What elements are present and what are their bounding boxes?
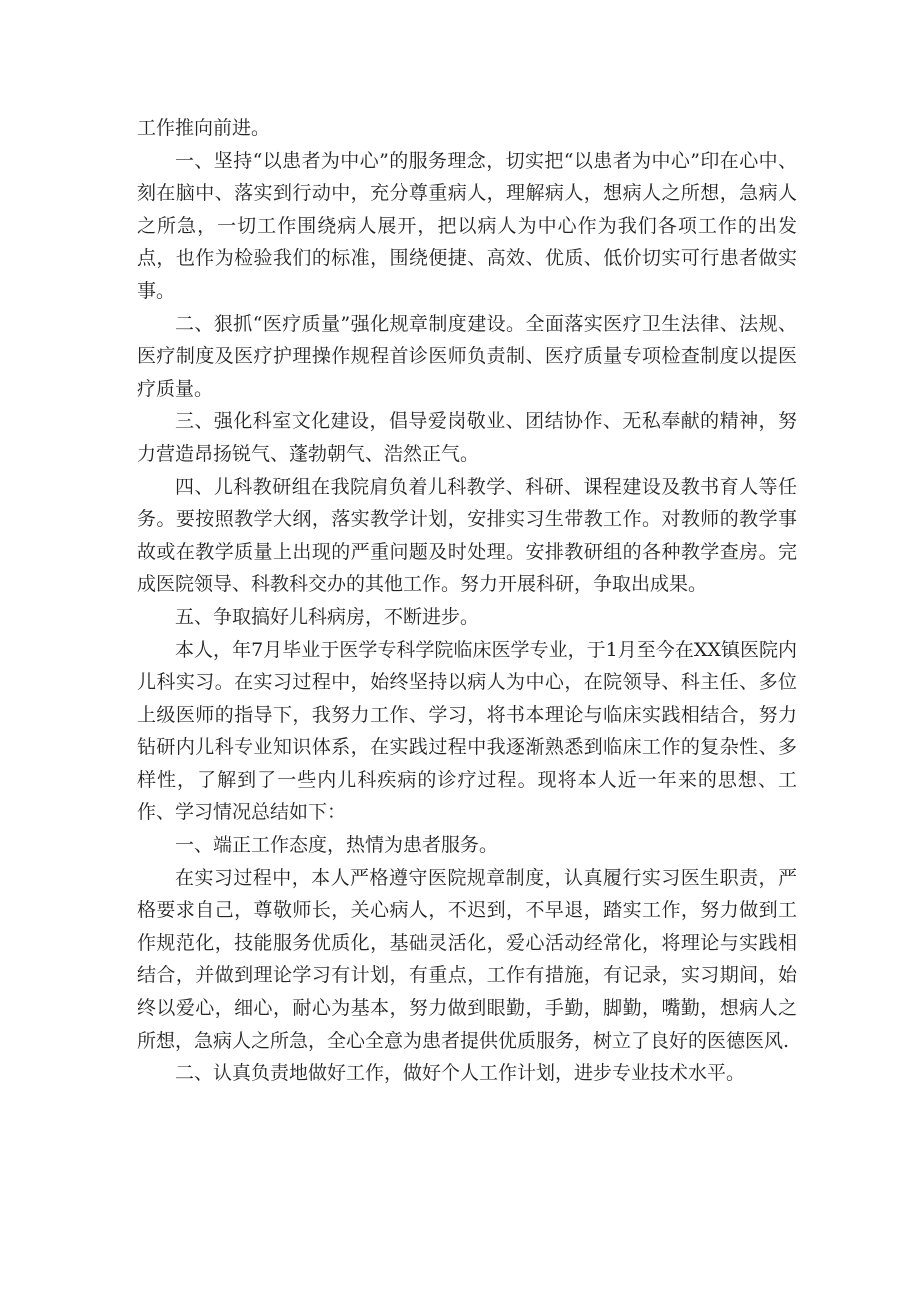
paragraph-patient-centered: 一、坚持“以患者为中心”的服务理念，切实把“以患者为中心”印在心中、刻在脑中、落实到行动中，充分尊重病人，理解病人，想病人之所想，急病人之所急，一切工作围绕病人展开，把以病人为中心作为我们各项工作的出发点，也作为检验我们的标准，围绕便捷、高效、优质、低价切实可行患者做实事。 [137,149,797,302]
paragraph-pediatric-ward: 五、争取搞好儿科病房，不断进步。 [175,605,480,628]
document-body [137,112,797,1090]
paragraph-department-culture: 三、强化科室文化建设，倡导爱岗敬业、团结协作、无私奉献的精神，努力营造昂扬锐气、蓬勃朝气、浩然正气。 [137,410,797,465]
paragraph-internship-conduct: 在实习过程中，本人严格遵守医院规章制度，认真履行实习医生职责，严格要求自己，尊敬师长，关心病人，不迟到，不早退，踏实工作，努力做到工作规范化，技能服务优质化，基础灵活化，爱心活动经常化，将理论与实践相结合，并做到理论学习有计划，有重点，工作有措施，有记录，实习期间，始终以爱心，细心，耐心为基本，努力做到眼勤，手勤，脚勤，嘴勤，想病人之所想，急病人之所急，全心全意为患者提供优质服务，树立了良好的医德医风. [137,866,797,1052]
paragraph-section-heading-2: 二、认真负责地做好工作，做好个人工作计划，进步专业技术水平。 [175,1062,746,1085]
paragraph-medical-quality: 二、狠抓“医疗质量”强化规章制度建设。全面落实医疗卫生法律、法规、医疗制度及医疗护理操作规程首诊医师负责制、医疗质量专项检查制度以提医疗质量。 [137,312,797,400]
paragraph-internship-intro: 本人，年7月毕业于医学专科学院临床医学专业，于1月至今在XX镇医院内儿科实习。在实习过程中，始终坚持以病人为中心，在院领导、科主任、多位上级医师的指导下，我努力工作、学习，将书本理论与临床实践相结合，努力钻研内儿科专业知识体系，在实践过程中我逐渐熟悉到临床工作的复杂性、多样性，了解到了一些内儿科疾病的诊疗过程。现将本人近一年来的思想、工作、学习情况总结如下： [137,638,797,824]
paragraph-continuation: 工作推向前进。 [137,117,271,139]
paragraph-section-heading-1: 一、端正工作态度，热情为患者服务。 [175,834,499,857]
paragraph-teaching-research: 四、儿科教研组在我院肩负着儿科教学、科研、课程建设及教书育人等任务。要按照教学大纲，落实教学计划，安排实习生带教工作。对教师的教学事故或在教学质量上出现的严重问题及时处理。安排教研组的各种教学查房。完成医院领导、科教科交办的其他工作。努力开展科研，争取出成果。 [137,475,797,596]
